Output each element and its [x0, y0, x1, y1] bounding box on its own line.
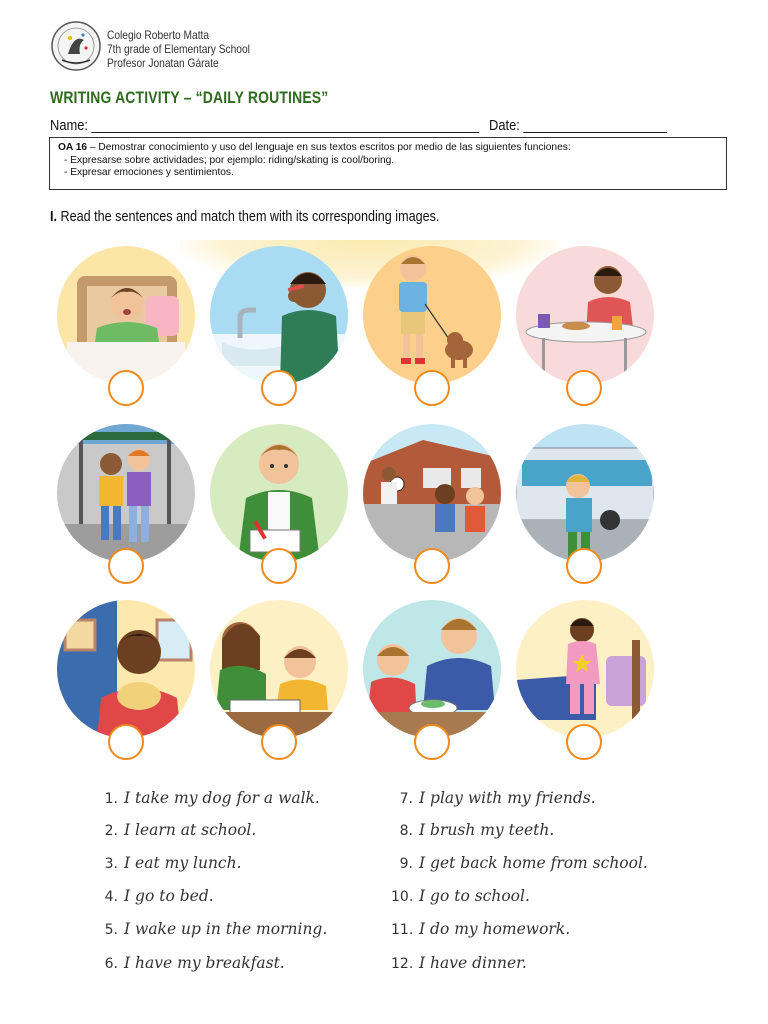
date-field[interactable]: Date: ____________________ — [489, 117, 667, 134]
bedtime-picture — [516, 600, 654, 738]
school-logo — [50, 20, 102, 72]
sentence-text: I get back home from school. — [419, 854, 648, 872]
learning-picture — [210, 424, 348, 562]
sentence-text: I brush my teeth. — [419, 821, 555, 839]
eating-lunch-picture — [57, 600, 195, 738]
dinner-picture — [363, 600, 501, 738]
answer-circle-11[interactable] — [414, 724, 450, 760]
objective-bullet-1: - Expresarse sobre actividades; por ejemplo: riding/skating is cool/boring. — [64, 154, 395, 166]
sentence-text: I play with my friends. — [419, 789, 596, 807]
objective-code: OA 16 — [58, 142, 88, 153]
breakfast-picture — [516, 246, 654, 384]
sentence-number: 1. — [104, 791, 118, 807]
name-field[interactable]: Name: ______________________________________________________ — [50, 117, 480, 134]
sentence-number: 10. — [391, 889, 414, 905]
sentence-number: 3. — [104, 856, 118, 872]
sentence-10 — [391, 887, 530, 905]
sentence-5 — [96, 920, 327, 938]
answer-circle-3[interactable] — [414, 370, 450, 406]
homework-picture — [210, 600, 348, 738]
answer-circle-8[interactable] — [566, 548, 602, 584]
sentence-number: 4. — [104, 889, 118, 905]
playing-picture — [363, 424, 501, 562]
answer-circle-4[interactable] — [566, 370, 602, 406]
sentence-text: I go to bed. — [124, 887, 214, 905]
sentence-number: 11. — [391, 922, 414, 938]
answer-circle-5[interactable] — [108, 548, 144, 584]
answer-circle-9[interactable] — [108, 724, 144, 760]
sentence-number: 6. — [104, 956, 118, 972]
sentence-number: 2. — [104, 823, 118, 839]
instruction-numeral: I. — [50, 208, 58, 225]
waking-up-picture — [57, 246, 195, 384]
sentence-number: 8. — [399, 823, 413, 839]
answer-circle-6[interactable] — [261, 548, 297, 584]
sentence-1 — [96, 789, 320, 807]
answer-circle-2[interactable] — [261, 370, 297, 406]
objective-box — [49, 137, 727, 190]
brushing-teeth-picture — [210, 246, 348, 384]
sentence-3 — [96, 854, 242, 872]
sentence-7 — [391, 789, 596, 807]
sentence-11 — [391, 920, 570, 938]
sentence-number: 9. — [399, 856, 413, 872]
sentence-text: I learn at school. — [124, 821, 257, 839]
school-name: Colegio Roberto Matta — [107, 28, 210, 42]
sentence-12 — [391, 954, 527, 972]
answer-circle-1[interactable] — [108, 370, 144, 406]
sentence-text: I do my homework. — [419, 920, 571, 938]
answer-circle-10[interactable] — [261, 724, 297, 760]
sentence-2 — [96, 821, 256, 839]
bus-picture — [516, 424, 654, 562]
dog-walk-picture — [363, 246, 501, 384]
sentence-4 — [96, 887, 214, 905]
instruction-text: Read the sentences and match them with its corresponding images. — [57, 208, 440, 225]
answer-circle-12[interactable] — [566, 724, 602, 760]
sentence-number: 7. — [399, 791, 413, 807]
sentence-number: 5. — [104, 922, 118, 938]
teacher-line: Profesor Jonatan Gárate — [107, 56, 219, 70]
sentence-text: I have dinner. — [419, 954, 527, 972]
sentence-text: I have my breakfast. — [124, 954, 285, 972]
objective-bullet-2: - Expresar emociones y sentimientos. — [64, 167, 234, 178]
grade-line: 7th grade of Elementary School — [107, 42, 250, 56]
sentence-number: 12. — [391, 956, 414, 972]
sentence-text: I wake up in the morning. — [124, 920, 328, 938]
page-title: WRITING ACTIVITY – “DAILY ROUTINES” — [50, 88, 329, 107]
school-bus-stop-picture — [57, 424, 195, 562]
sentence-8 — [391, 821, 554, 839]
sentence-6 — [96, 954, 285, 972]
sentence-text: I go to school. — [419, 887, 530, 905]
school-info — [107, 28, 250, 70]
sentence-text: I take my dog for a walk. — [124, 789, 320, 807]
sentence-text: I eat my lunch. — [124, 854, 242, 872]
objective-text: – Demostrar conocimiento y uso del lenguaje en sus textos escritos por medio de las siguientes funciones: — [87, 142, 571, 153]
sentence-9 — [391, 854, 648, 872]
instruction — [50, 208, 439, 225]
answer-circle-7[interactable] — [414, 548, 450, 584]
